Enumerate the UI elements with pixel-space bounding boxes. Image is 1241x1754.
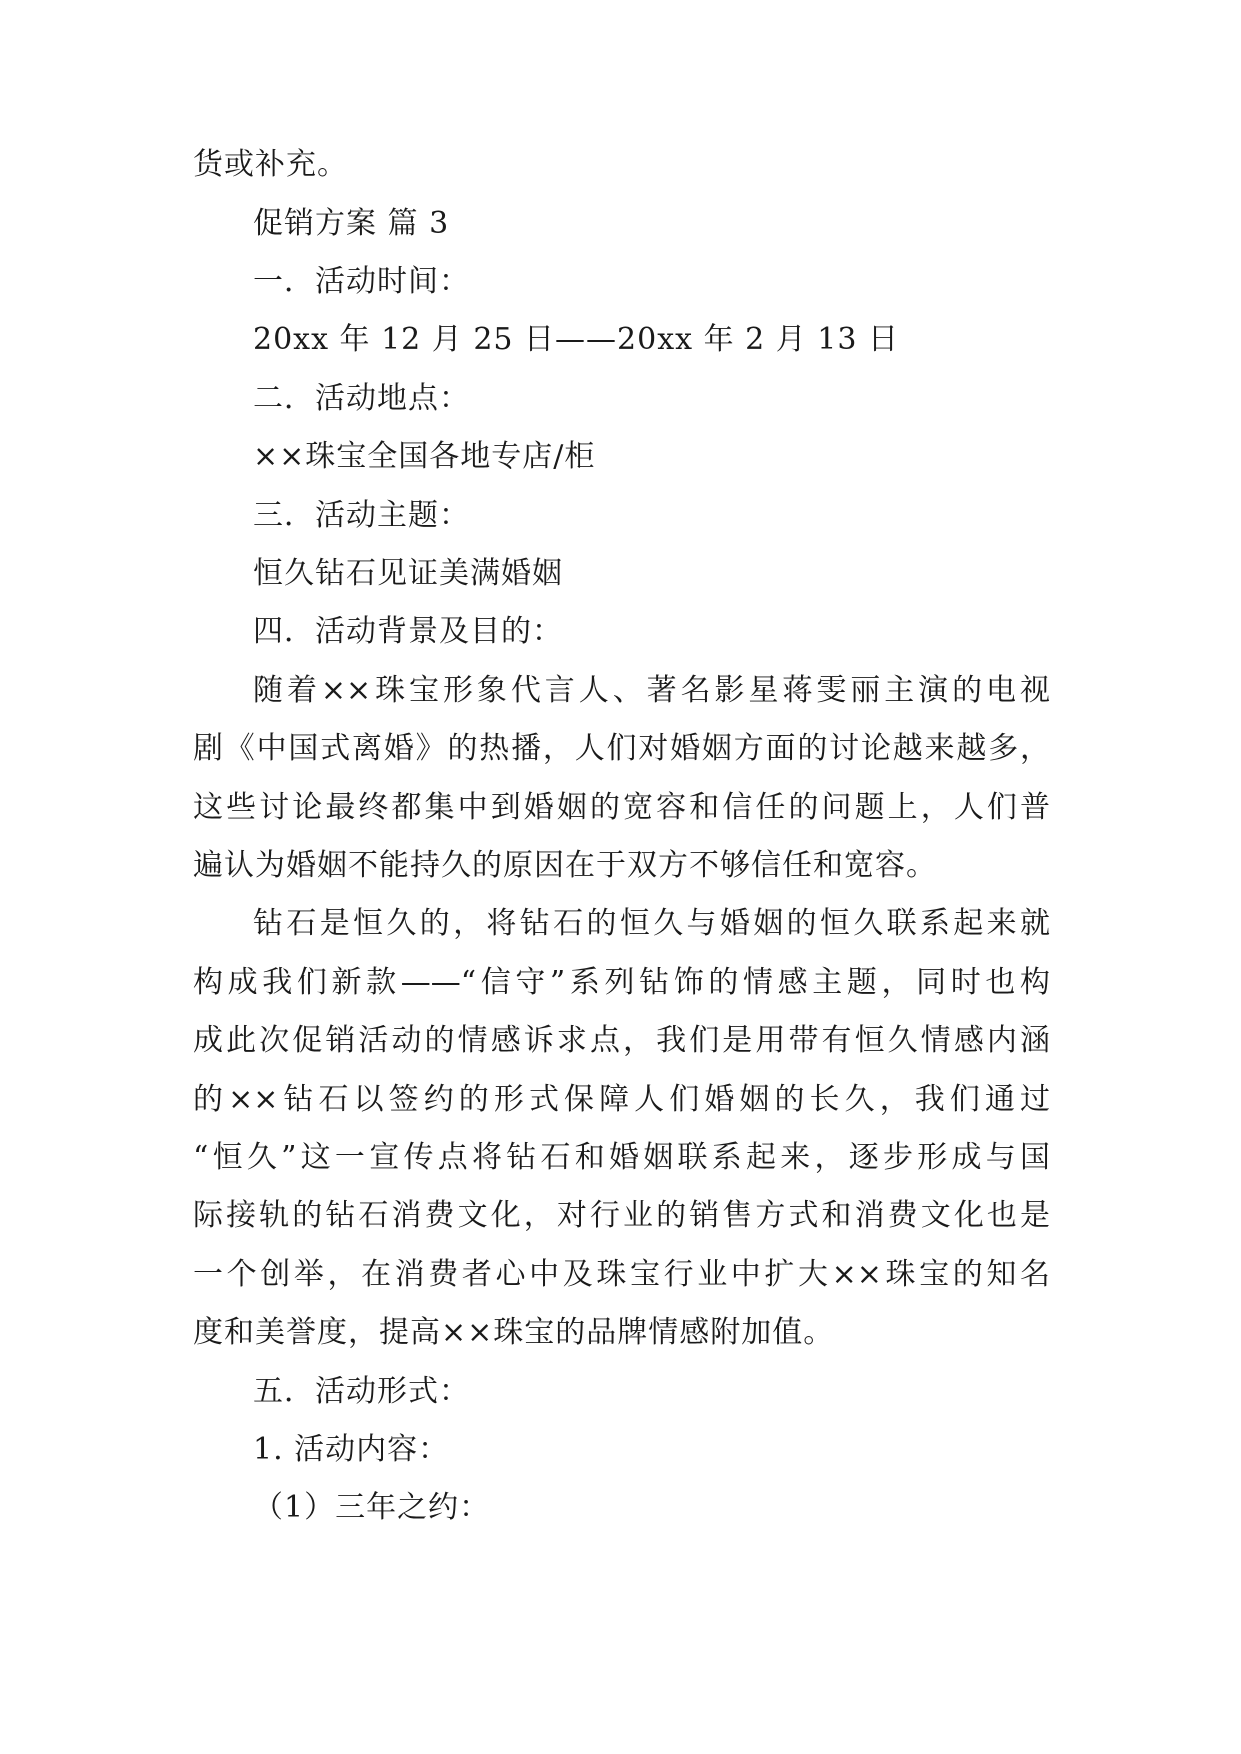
heading-background-purpose: 四．活动背景及目的： <box>253 614 563 649</box>
paragraph-line: 钻石是恒久的，将钻石的恒久与婚姻的恒久联系起来就 <box>253 906 1050 941</box>
heading-activity-form: 五．活动形式： <box>253 1374 470 1409</box>
activity-location-value: ××珠宝全国各地专店/柜 <box>253 439 596 474</box>
paragraph-line: 随着××珠宝形象代言人、著名影星蒋雯丽主演的电视 <box>253 673 1050 708</box>
section-title: 促销方案 篇 3 <box>253 206 450 241</box>
list-item-three-year-promise: （1）三年之约： <box>253 1490 491 1525</box>
heading-activity-time: 一．活动时间： <box>253 264 470 299</box>
subheading-activity-content: 1. 活动内容： <box>253 1432 450 1467</box>
paragraph-line: 构成我们新款——“信守”系列钻饰的情感主题，同时也构 <box>193 965 1050 1000</box>
paragraph-line: 际接轨的钻石消费文化，对行业的销售方式和消费文化也是 <box>193 1198 1050 1233</box>
paragraph-line: 一个创举，在消费者心中及珠宝行业中扩大××珠宝的知名 <box>193 1257 1050 1292</box>
paragraph-line: 遍认为婚姻不能持久的原因在于双方不够信任和宽容。 <box>193 848 937 883</box>
heading-activity-location: 二．活动地点： <box>253 381 470 416</box>
paragraph-line: 剧《中国式离婚》的热播，人们对婚姻方面的讨论越来越多， <box>193 731 1050 766</box>
heading-activity-theme: 三．活动主题： <box>253 498 470 533</box>
activity-theme-value: 恒久钻石见证美满婚姻 <box>253 556 563 591</box>
paragraph-line: 度和美誉度，提高××珠宝的品牌情感附加值。 <box>193 1315 835 1350</box>
activity-time-value: 20xx 年 12 月 25 日——20xx 年 2 月 13 日 <box>253 322 899 357</box>
text-line-continuation: 货或补充。 <box>193 147 348 182</box>
paragraph-line: “恒久”这一宣传点将钻石和婚姻联系起来，逐步形成与国 <box>193 1140 1050 1175</box>
paragraph-line: 这些讨论最终都集中到婚姻的宽容和信任的问题上，人们普 <box>193 790 1050 825</box>
paragraph-line: 成此次促销活动的情感诉求点，我们是用带有恒久情感内涵 <box>193 1023 1050 1058</box>
paragraph-line: 的××钻石以签约的形式保障人们婚姻的长久，我们通过 <box>193 1082 1050 1117</box>
